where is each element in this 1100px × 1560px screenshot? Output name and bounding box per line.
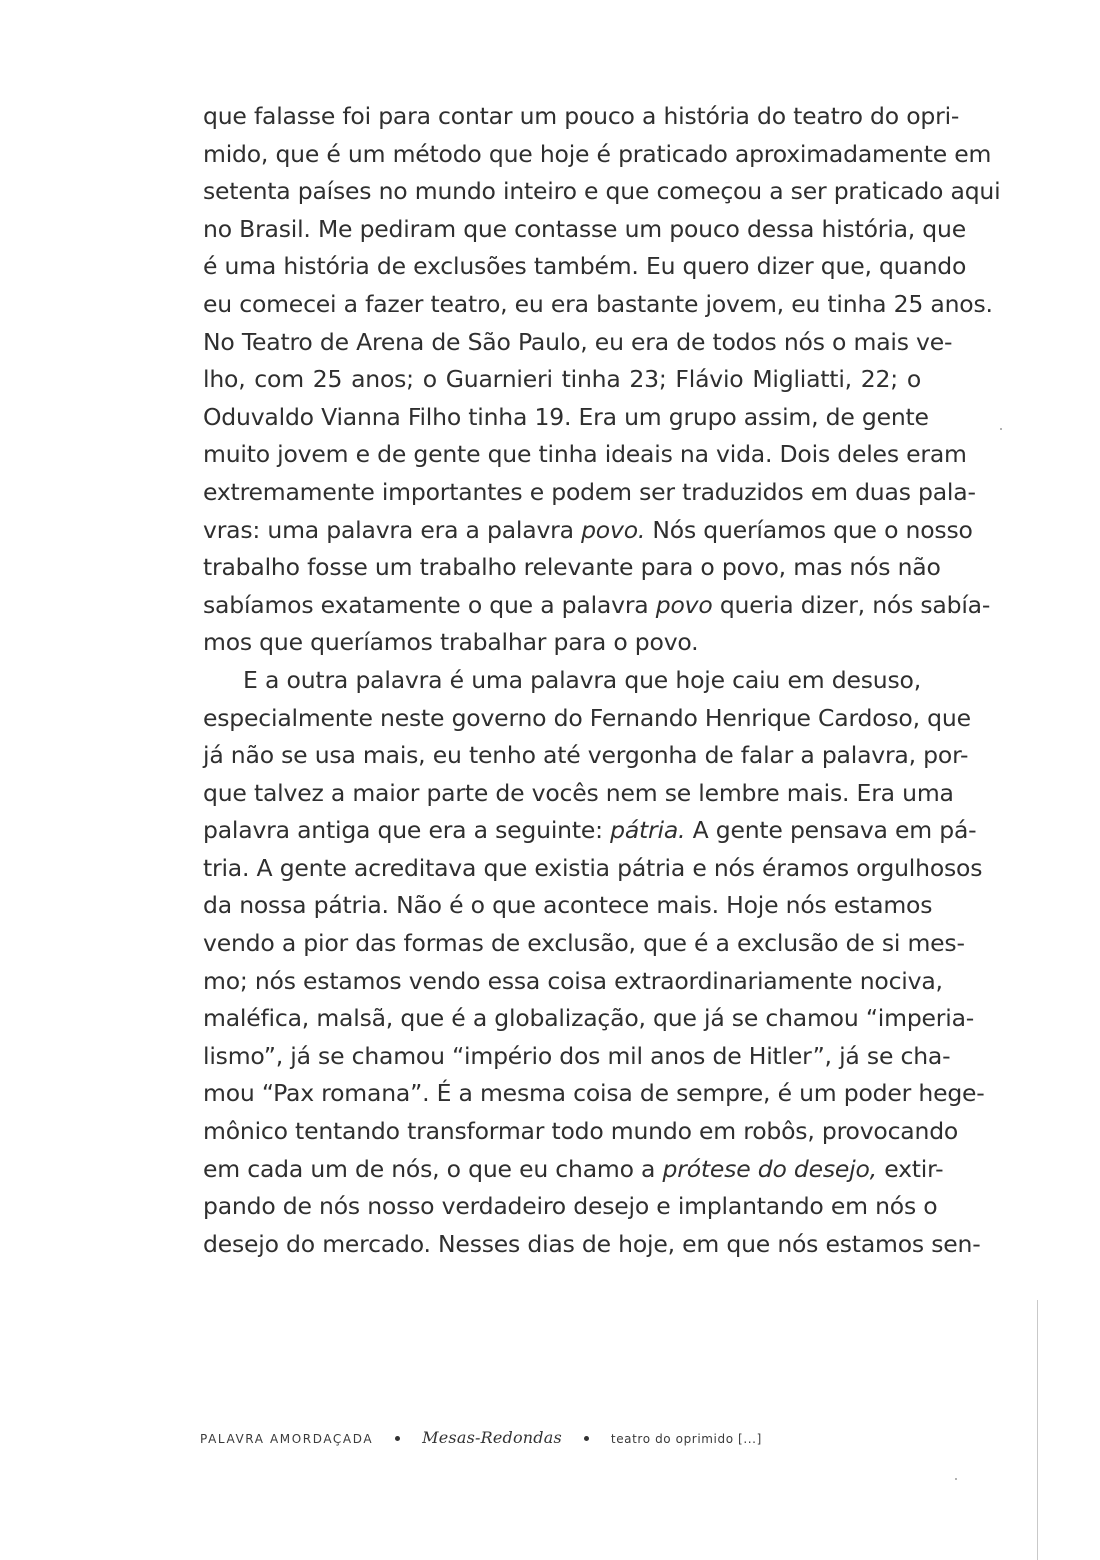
text-line xyxy=(203,1151,944,1189)
text-line: E a outra palavra é uma palavra que hoje caiu em desuso, xyxy=(243,665,921,694)
text-run: Nós queríamos que o nosso xyxy=(645,515,973,544)
text-line: da nossa pátria. Não é o que acontece mais. Hoje nós estamos xyxy=(203,891,933,920)
text-line: eu comecei a fazer teatro, eu era bastante jovem, eu tinha 25 anos. xyxy=(203,289,993,318)
text-run: em cada um de nós, o que eu chamo a xyxy=(203,1154,663,1183)
text-run: vras: uma palavra era a palavra xyxy=(203,515,582,544)
text-line: mo; nós estamos vendo essa coisa extraordinariamente nociva, xyxy=(203,966,943,995)
text-line: no Brasil. Me pediram que contasse um pouco dessa história, que xyxy=(203,214,966,243)
text-line: é uma história de exclusões também. Eu quero dizer que, quando xyxy=(203,252,967,281)
footer-book-title: PALAVRA AMORDAÇADA xyxy=(200,1432,374,1446)
italic-term: povo xyxy=(655,590,713,619)
scan-edge-line xyxy=(1037,1300,1038,1560)
text-line: pando de nós nosso verdadeiro desejo e implantando em nós o xyxy=(203,1192,938,1221)
footer-section-title: Mesas-Redondas xyxy=(422,1428,562,1447)
footer-bullet-separator xyxy=(584,1436,589,1441)
text-line: que talvez a maior parte de vocês nem se lembre mais. Era uma xyxy=(203,778,954,807)
italic-term: pátria. xyxy=(610,816,686,845)
text-line xyxy=(203,512,973,550)
text-line: lho, com 25 anos; o Guarnieri tinha 23; Flávio Migliatti, 22; o xyxy=(203,365,921,394)
text-run: A gente pensava em pá- xyxy=(685,816,977,845)
text-line xyxy=(203,587,991,625)
text-line: desejo do mercado. Nesses dias de hoje, em que nós estamos sen- xyxy=(203,1229,981,1258)
footer-chapter-title: teatro do oprimido [...] xyxy=(610,1432,762,1446)
scan-speck xyxy=(955,1478,957,1480)
text-line: No Teatro de Arena de São Paulo, eu era de todos nós o mais ve- xyxy=(203,327,953,356)
text-line: que falasse foi para contar um pouco a história do teatro do opri- xyxy=(203,102,960,130)
text-run: extir- xyxy=(876,1154,944,1183)
text-line: especialmente neste governo do Fernando Henrique Cardoso, que xyxy=(203,703,971,732)
italic-term: prótese do desejo, xyxy=(662,1154,877,1183)
running-footer xyxy=(200,1428,820,1452)
text-line: trabalho fosse um trabalho relevante para o povo, mas nós não xyxy=(203,553,941,582)
text-run: palavra antiga que era a seguinte: xyxy=(203,816,611,845)
text-line: Oduvaldo Vianna Filho tinha 19. Era um grupo assim, de gente xyxy=(203,402,929,431)
body-text xyxy=(203,98,1001,1263)
text-line: extremamente importantes e podem ser traduzidos em duas pala- xyxy=(203,477,976,506)
text-line: maléfica, malsã, que é a globalização, que já se chamou “imperia- xyxy=(203,1004,975,1033)
text-run: sabíamos exatamente o que a palavra xyxy=(203,590,656,619)
italic-term: povo. xyxy=(581,515,646,544)
text-line: já não se usa mais, eu tenho até vergonha de falar a palavra, por- xyxy=(203,741,969,770)
text-line: mos que queríamos trabalhar para o povo. xyxy=(203,628,699,657)
text-line: mou “Pax romana”. É a mesma coisa de sempre, é um poder hege- xyxy=(203,1079,985,1108)
text-line: vendo a pior das formas de exclusão, que é a exclusão de si mes- xyxy=(203,929,965,958)
text-run: queria dizer, nós sabía- xyxy=(712,590,991,619)
text-line: mônico tentando transformar todo mundo em robôs, provocando xyxy=(203,1117,959,1146)
text-line: setenta países no mundo inteiro e que começou a ser praticado aqui xyxy=(203,177,1001,206)
text-line: muito jovem e de gente que tinha ideais na vida. Dois deles eram xyxy=(203,440,967,469)
text-line: lismo”, já se chamou “império dos mil anos de Hitler”, já se cha- xyxy=(203,1041,951,1070)
scan-speck xyxy=(1000,428,1002,430)
text-line xyxy=(203,812,977,850)
text-line: tria. A gente acreditava que existia pátria e nós éramos orgulhosos xyxy=(203,853,983,882)
text-line: mido, que é um método que hoje é praticado aproximadamente em xyxy=(203,139,992,168)
footer-bullet-separator xyxy=(395,1436,400,1441)
